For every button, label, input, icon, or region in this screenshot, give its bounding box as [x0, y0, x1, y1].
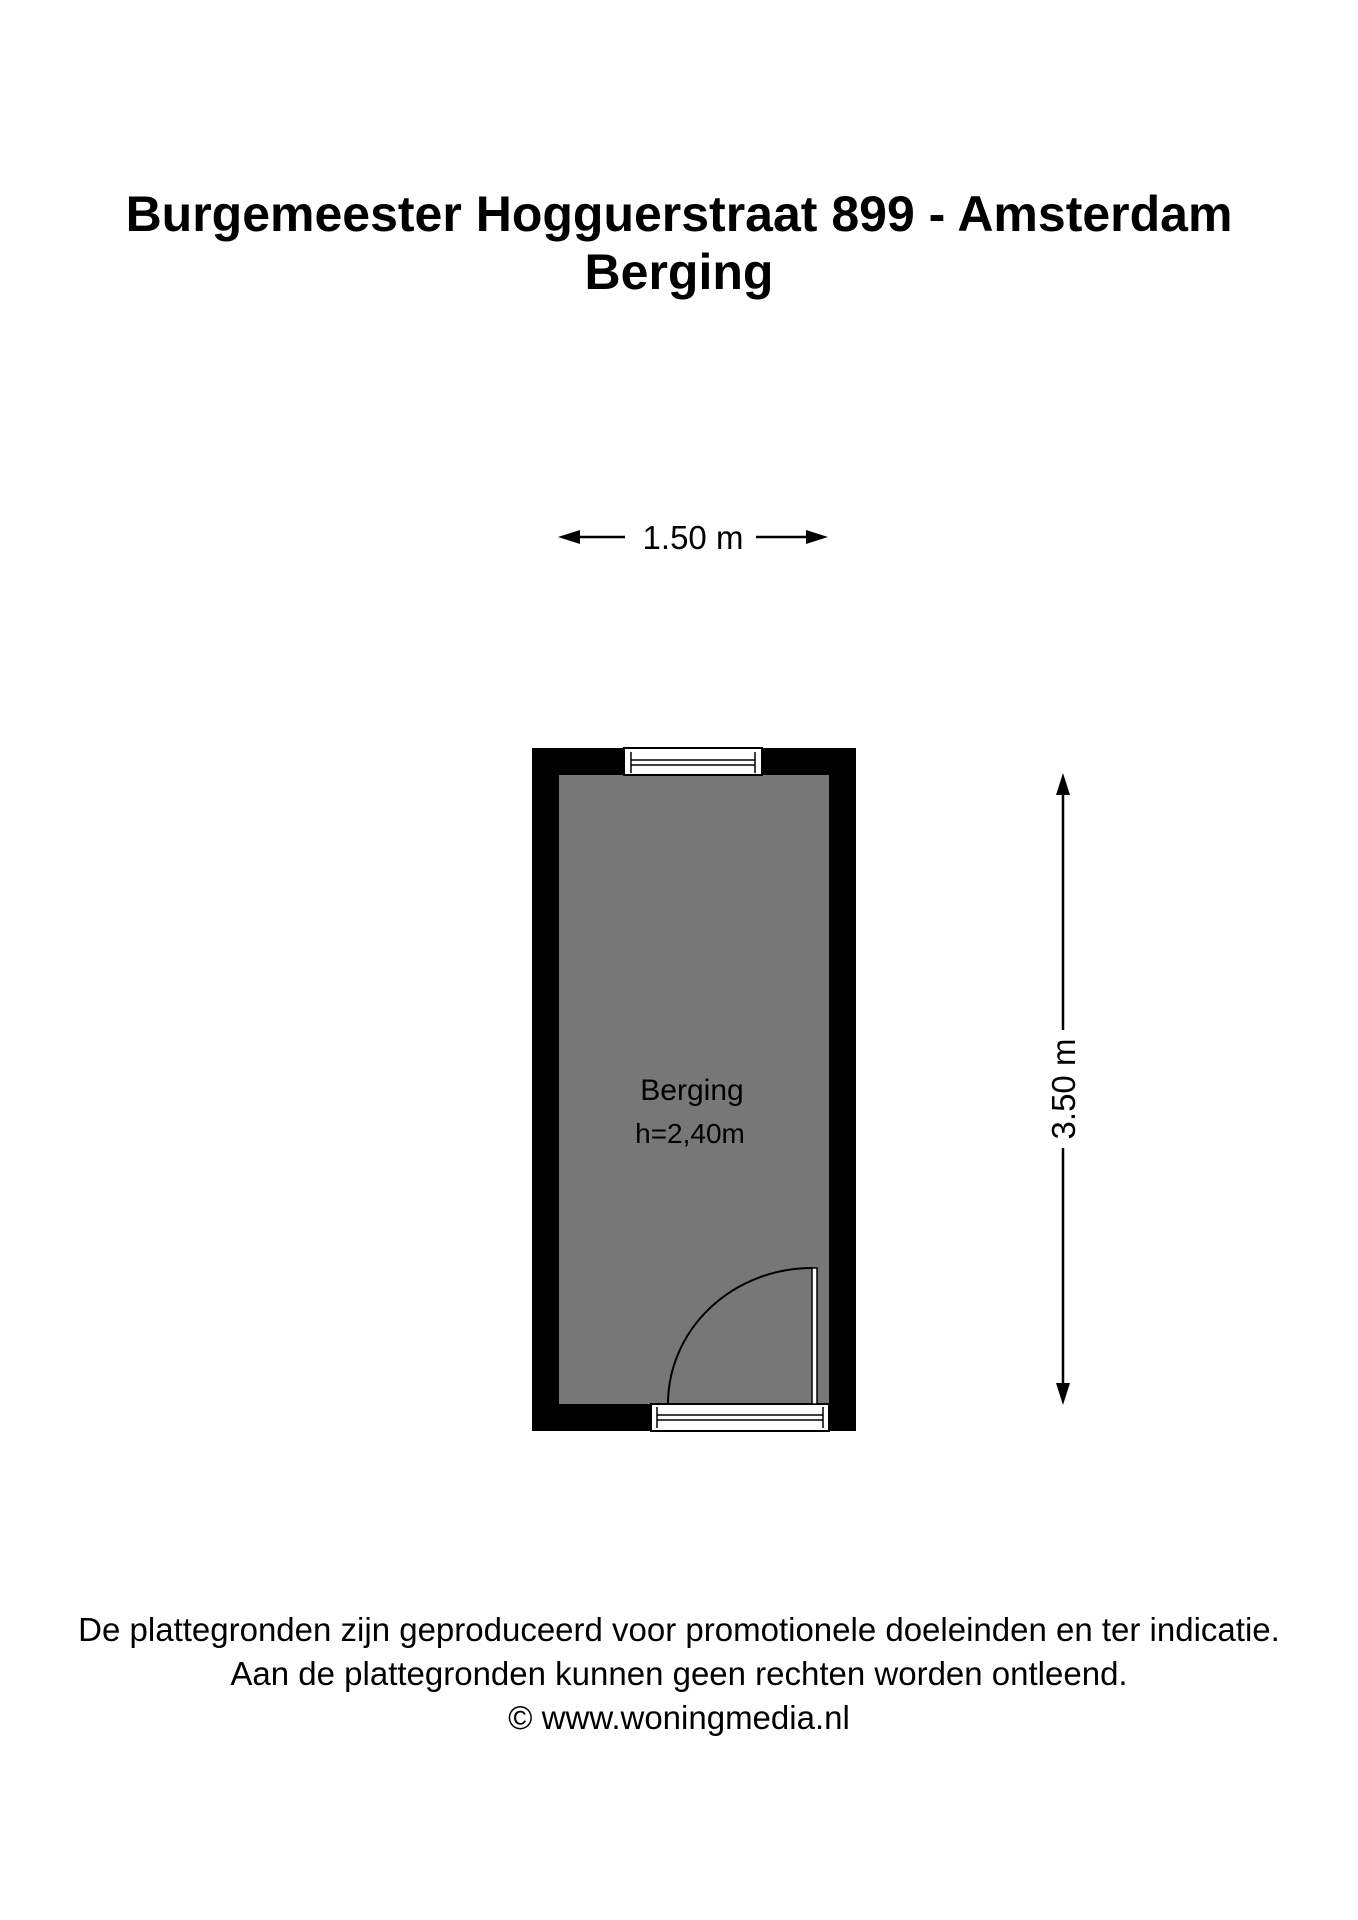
width-dimension-label: 1.50 m	[642, 519, 744, 556]
width-dimension	[558, 519, 828, 556]
room-berging	[532, 748, 856, 1431]
copyright-link[interactable]: © www.woningmedia.nl	[508, 1699, 850, 1736]
window-top	[624, 748, 762, 775]
room-height: h=2,40m	[635, 1118, 745, 1149]
room-name: Berging	[640, 1074, 744, 1107]
length-arrow-bottom	[1056, 1383, 1070, 1405]
width-arrow-left	[558, 530, 580, 544]
door-opening	[651, 1404, 829, 1431]
disclaimer	[0, 1608, 1358, 1740]
floor-title: Berging	[584, 244, 774, 300]
length-dimension	[1045, 773, 1082, 1405]
disclaimer-line-2: Aan de plattegronden kunnen geen rechten worden ontleend.	[230, 1655, 1128, 1692]
width-arrow-right	[806, 530, 828, 544]
address-title: Burgemeester Hogguerstraat 899 - Amsterdam	[125, 186, 1233, 242]
disclaimer-line-1: De plattegronden zijn geproduceerd voor promotionele doeleinden en ter indicatie.	[78, 1611, 1280, 1648]
length-dimension-label: 3.50 m	[1045, 1038, 1082, 1140]
